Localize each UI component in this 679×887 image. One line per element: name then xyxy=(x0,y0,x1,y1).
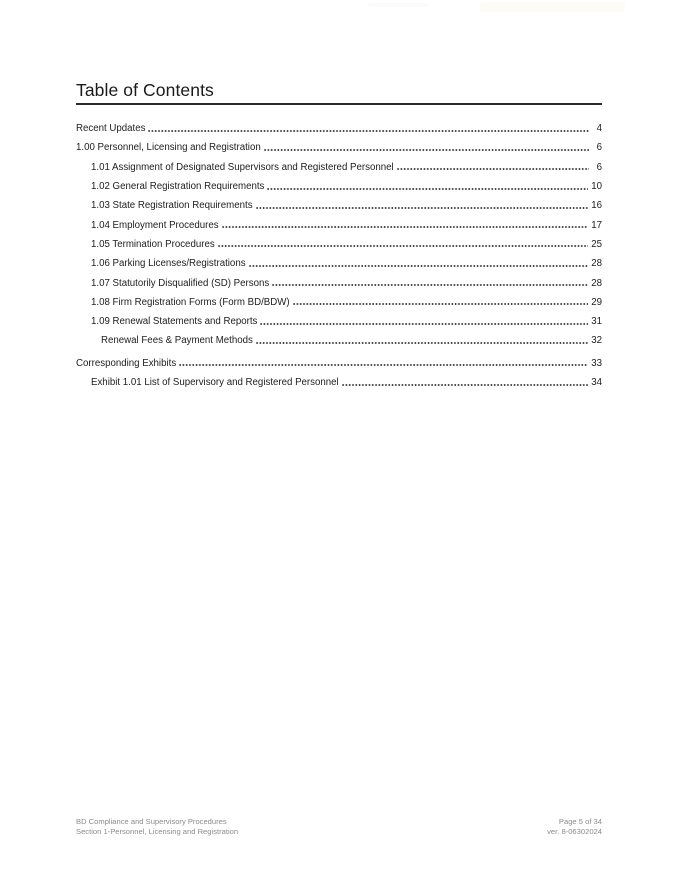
toc-entry-label: 1.04 Employment Procedures xyxy=(91,219,219,231)
dot-leader xyxy=(293,301,589,307)
toc-entry[interactable] xyxy=(76,138,602,157)
dot-leader xyxy=(256,340,588,346)
toc-entry[interactable] xyxy=(76,373,602,392)
toc-entry-page-number: 31 xyxy=(591,316,602,328)
dot-leader xyxy=(179,362,588,368)
toc-entry[interactable] xyxy=(76,119,602,138)
footer-page-number: Page 5 of 34 xyxy=(558,817,602,826)
toc-entry-label: 1.00 Personnel, Licensing and Registration xyxy=(76,142,261,154)
footer-right xyxy=(547,817,602,837)
scan-artifact xyxy=(480,2,625,12)
dot-leader xyxy=(342,382,589,388)
dot-leader xyxy=(272,282,588,288)
toc-entry[interactable] xyxy=(76,215,602,234)
toc-entry-label: 1.07 Statutorily Disqualified (SD) Persons xyxy=(91,277,270,289)
page-title: Table of Contents xyxy=(76,80,214,100)
toc-entry[interactable] xyxy=(76,273,602,292)
toc-entry[interactable] xyxy=(76,312,602,331)
toc-entry[interactable] xyxy=(76,177,602,196)
toc-entry-page-number: 10 xyxy=(591,181,602,193)
toc-entry[interactable] xyxy=(76,293,602,312)
dot-leader xyxy=(260,321,588,327)
toc-entry-page-number: 28 xyxy=(591,258,602,270)
dot-leader xyxy=(148,128,589,134)
footer-doc-title: BD Compliance and Supervisory Procedures xyxy=(76,817,227,826)
toc-entry-label: 1.02 General Registration Requirements xyxy=(91,181,265,193)
toc-entry-page-number: 34 xyxy=(591,377,602,388)
toc-entry-label: 1.08 Firm Registration Forms (Form BD/BDW) xyxy=(91,296,290,308)
toc-entry-label: 1.05 Termination Procedures xyxy=(91,238,215,250)
toc-entry-page-number: 16 xyxy=(591,200,602,212)
toc-entry[interactable] xyxy=(76,254,602,273)
toc-entry-page-number: 6 xyxy=(596,161,602,173)
toc-entry-label: Recent Updates xyxy=(76,123,146,135)
toc-entry[interactable] xyxy=(76,235,602,254)
toc-entry-page-number: 29 xyxy=(591,296,602,308)
toc-entry-label: 1.06 Parking Licenses/Registrations xyxy=(91,258,246,270)
footer-version: ver. 8-06302024 xyxy=(547,827,602,836)
toc-entry-page-number: 32 xyxy=(591,335,602,347)
toc-entry-label: 1.01 Assignment of Designated Supervisors and Registered Personnel xyxy=(91,161,394,173)
dot-leader xyxy=(222,224,589,230)
toc-entry-page-number: 28 xyxy=(591,277,602,289)
toc-list xyxy=(76,119,602,392)
dot-leader xyxy=(249,263,589,269)
toc-entry-label: 1.03 State Registration Requirements xyxy=(91,200,253,212)
toc-entry-label: 1.09 Renewal Statements and Reports xyxy=(91,316,258,328)
scan-artifact xyxy=(368,3,428,7)
footer-left xyxy=(76,817,238,837)
toc-entry-page-number: 25 xyxy=(591,238,602,250)
dot-leader xyxy=(397,166,589,172)
toc-entry-page-number: 17 xyxy=(591,219,602,231)
footer-section-title: Section 1-Personnel, Licensing and Registration xyxy=(76,827,239,836)
toc-entry-label: Exhibit 1.01 List of Supervisory and Registered Personnel xyxy=(91,377,339,388)
toc-entry-label: Corresponding Exhibits xyxy=(76,357,177,369)
toc-entry-page-number: 33 xyxy=(591,357,602,369)
toc-entry-page-number: 6 xyxy=(596,142,602,154)
toc-entry[interactable] xyxy=(76,158,602,177)
title-underline xyxy=(76,103,602,105)
toc-entry[interactable] xyxy=(76,196,602,215)
toc-entry[interactable] xyxy=(76,331,602,350)
toc-entry-page-number: 4 xyxy=(596,123,602,135)
page-footer xyxy=(76,817,602,837)
dot-leader xyxy=(264,147,589,153)
toc-entry[interactable] xyxy=(76,354,602,373)
dot-leader xyxy=(256,205,589,211)
dot-leader xyxy=(267,186,588,192)
toc-entry-label: Renewal Fees & Payment Methods xyxy=(101,335,253,347)
dot-leader xyxy=(218,243,589,249)
